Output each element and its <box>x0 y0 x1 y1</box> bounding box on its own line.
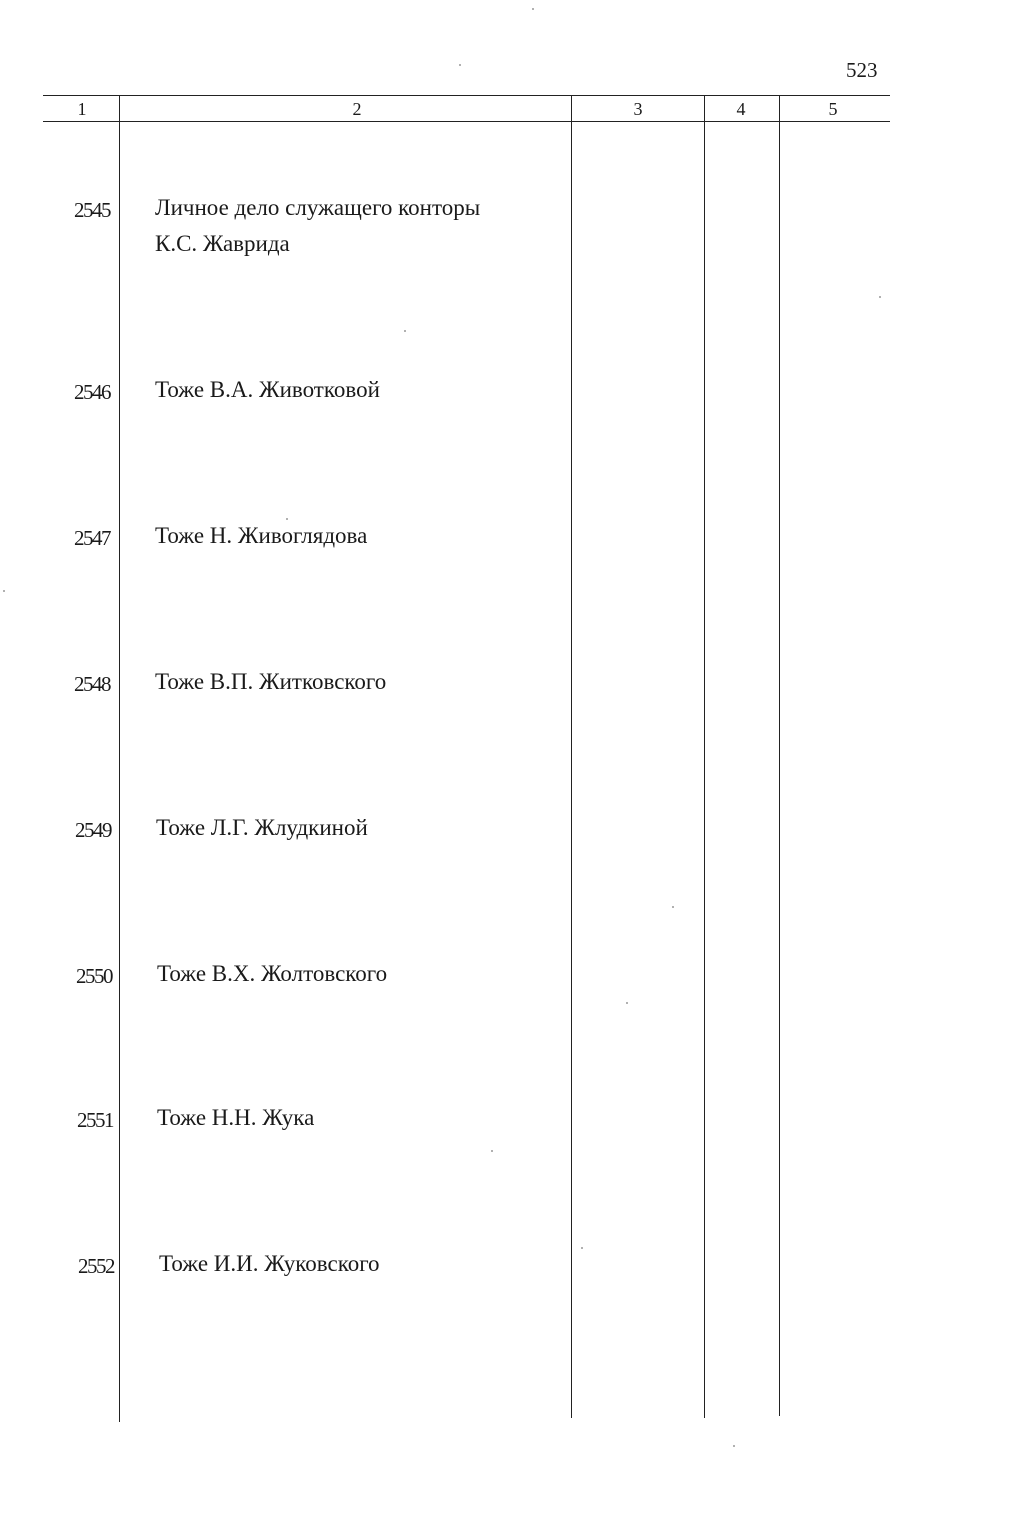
record-number: 2549 <box>75 818 111 842</box>
record-number: 2545 <box>74 198 110 222</box>
description-line: Тоже В.Х. Жолтовского <box>157 961 388 986</box>
page-number: 523 <box>846 58 878 82</box>
scan-speck <box>3 590 5 592</box>
description-line: Тоже Н.Н. Жука <box>157 1105 315 1130</box>
record-number: 2551 <box>77 1108 113 1132</box>
scan-speck <box>286 518 288 520</box>
column-header-1: 1 <box>77 99 87 119</box>
description-line: Тоже Л.Г. Жлудкиной <box>156 815 368 840</box>
record-description <box>155 372 555 408</box>
record-description <box>155 190 555 262</box>
column-header-2: 2 <box>352 99 362 119</box>
table-top-rule <box>43 95 890 96</box>
description-line: Тоже Н. Живоглядова <box>155 523 368 548</box>
scan-speck <box>491 1150 493 1152</box>
record-description <box>157 1100 557 1136</box>
record-number: 2547 <box>74 526 110 550</box>
description-line: К.С. Жаврида <box>155 231 290 256</box>
scan-speck <box>459 64 461 66</box>
column-header-3: 3 <box>633 99 643 119</box>
record-number: 2546 <box>74 380 110 404</box>
column-divider-4 <box>779 95 780 1416</box>
record-description <box>155 518 555 554</box>
column-divider-2 <box>571 95 572 1418</box>
column-divider-1 <box>119 95 120 1422</box>
record-description <box>159 1246 559 1282</box>
column-header-4: 4 <box>736 99 746 119</box>
record-number: 2552 <box>78 1254 114 1278</box>
column-divider-3 <box>704 95 705 1418</box>
table-header-rule <box>43 121 890 122</box>
description-line: Тоже В.П. Житковского <box>155 669 387 694</box>
scan-speck <box>733 1445 735 1447</box>
description-line: Личное дело служащего конторы <box>155 195 481 220</box>
scan-speck <box>404 330 406 332</box>
scan-speck <box>672 906 674 908</box>
record-number: 2548 <box>74 672 110 696</box>
scan-speck <box>581 1247 583 1249</box>
description-line: Тоже В.А. Животковой <box>155 377 380 402</box>
record-description <box>155 664 555 700</box>
record-description <box>157 956 557 992</box>
scan-speck <box>626 1002 628 1004</box>
record-description <box>156 810 556 846</box>
column-header-5: 5 <box>828 99 838 119</box>
scan-speck <box>532 8 534 10</box>
scan-speck <box>879 296 881 298</box>
record-number: 2550 <box>76 964 112 988</box>
description-line: Тоже И.И. Жуковского <box>159 1251 380 1276</box>
